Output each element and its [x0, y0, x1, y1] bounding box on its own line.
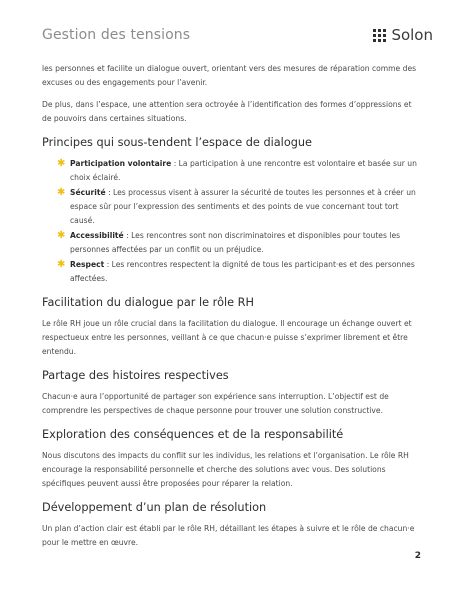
asterisk-bullet-icon: ✱	[57, 259, 66, 270]
intro-paragraph-2: De plus, dans l’espace, une attention sera octroyée à l’identification des formes d’oppressions et de pouvoirs dans certaines situations.	[42, 100, 412, 123]
page-header	[42, 26, 433, 46]
page-content	[42, 62, 422, 558]
principle-text: : La participation à une rencontre est volontaire et basée sur un choix éclairé.	[70, 159, 417, 182]
section-heading-facilitation: Facilitation du dialogue par le rôle RH	[42, 296, 255, 309]
page-number: 2	[414, 551, 421, 561]
principle-item	[57, 157, 422, 185]
principles-heading: Principes qui sous-tendent l’espace de dialogue	[42, 136, 313, 149]
section-text-partage: Chacun·e aura l’opportunité de partager son expérience sans interruption. L’objectif est de comprendre les perspectives de chaque personne pour trouver une solution constructive.	[42, 392, 389, 415]
principle-text: : Les rencontres respectent la dignité de tous les participant·es et des personnes affectées.	[70, 260, 415, 283]
document-title: Gestion des tensions	[42, 27, 191, 43]
section-text-exploration: Nous discutons des impacts du conflit sur les individus, les relations et l’organisation. Le rôle RH encourage la responsabilité personnelle et cherche des solutions avec vous. Des solutions spécifiques peuvent aussi être proposées pour réparer la relation.	[42, 451, 409, 488]
grid-logo-icon	[373, 29, 386, 42]
principle-text: : Les processus visent à assurer la sécurité de toutes les personnes et à créer un espace sûr pour l’expression des sentiments et des points de vue concernant tout tort causé.	[70, 188, 416, 225]
principle-item	[57, 186, 422, 228]
asterisk-bullet-icon: ✱	[57, 158, 66, 169]
principle-term: Respect	[70, 260, 105, 269]
principle-item	[57, 229, 422, 257]
principle-term: Sécurité	[70, 188, 106, 197]
section-heading-partage: Partage des histoires respectives	[42, 369, 229, 382]
brand	[373, 26, 433, 44]
principle-item	[57, 258, 422, 286]
section-text-facilitation: Le rôle RH joue un rôle crucial dans la facilitation du dialogue. Il encourage un échange ouvert et respectueux entre les personnes, veillant à ce que chacun·e puisse s’exprimer librement et être entendu.	[42, 319, 412, 356]
section-heading-plan: Développement d’un plan de résolution	[42, 501, 267, 514]
principles-list	[42, 157, 422, 286]
section-text-plan: Un plan d’action clair est établi par le rôle RH, détaillant les étapes à suivre et le rôle de chacun·e pour le mettre en œuvre.	[42, 524, 415, 547]
brand-name: Solon	[391, 26, 433, 44]
asterisk-bullet-icon: ✱	[57, 230, 66, 241]
principle-term: Participation volontaire	[70, 159, 172, 168]
asterisk-bullet-icon: ✱	[57, 187, 66, 198]
principle-term: Accessibilité	[70, 231, 124, 240]
section-heading-exploration: Exploration des conséquences et de la responsabilité	[42, 428, 344, 441]
intro-paragraph-1: les personnes et facilite un dialogue ouvert, orientant vers des mesures de réparation comme des excuses ou des engagements pour l’avenir.	[42, 64, 417, 87]
principle-text: : Les rencontres sont non discriminatoires et disponibles pour toutes les personnes affectées par un conflit ou un préjudice.	[70, 231, 401, 254]
